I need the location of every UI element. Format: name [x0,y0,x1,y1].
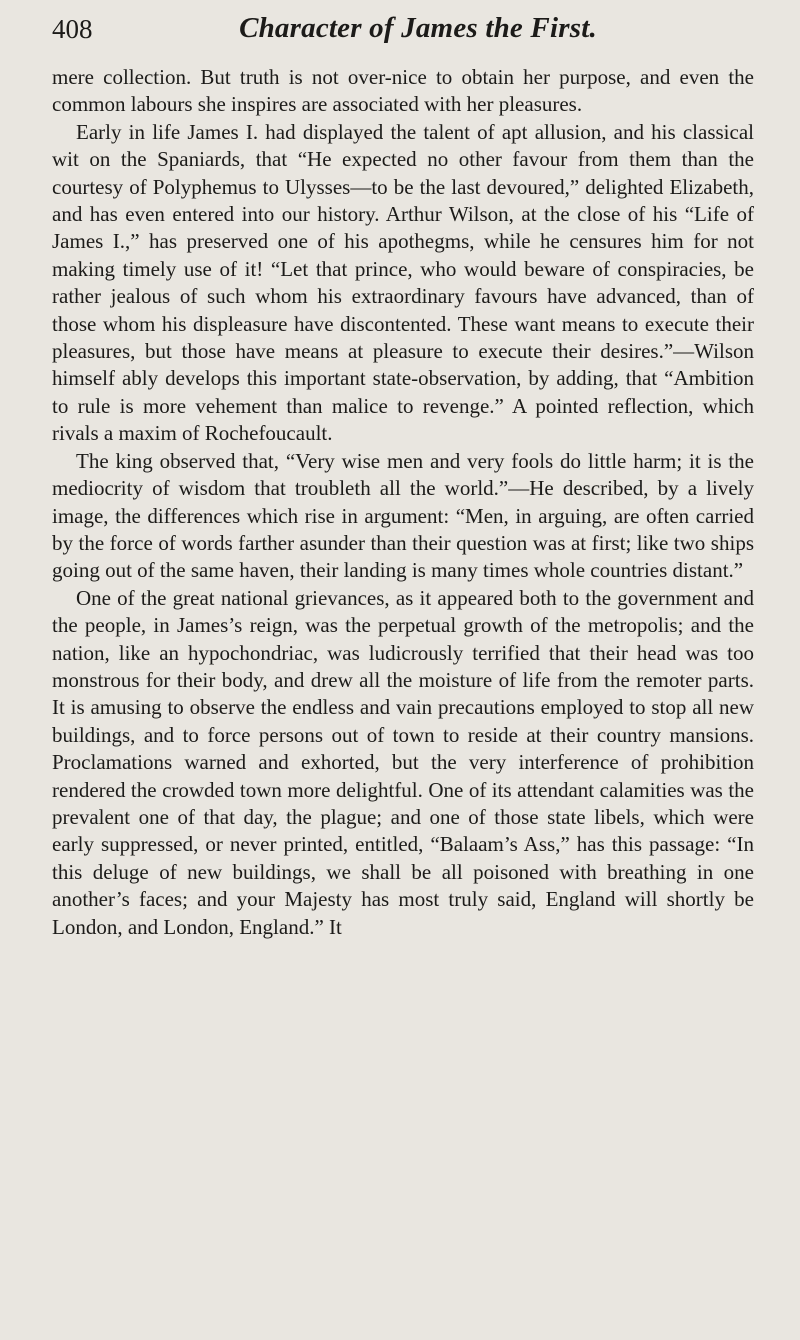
paragraph: The king observed that, “Very wise men and very fools do little harm; it is the mediocrity of wisdom that troubleth all the world.”—He described, by a lively image, the differences which rise in argument: “Men, in arguing, are often carried by the force of words farther asunder than their question was at first; like two ships going out of the same haven, their landing is many times whole countries distant.” [52,448,754,583]
page-header [52,8,754,52]
paragraph: One of the great national grievances, as it appeared both to the government and the people, in James’s reign, was the perpetual growth of the metropolis; and the nation, like an hypochondriac, was ludicrously terrified that their head was too monstrous for their body, and drew all the moisture of life from the remoter parts. It is amusing to observe the endless and vain precautions employed to stop all new buildings, and to force persons out of town to reside at their country mansions. Proclamations warned and exhorted, but the very interference of prohibition rendered the crowded town more delightful. One of its attendant calamities was the prevalent one of that day, the plague; and one of those state libels, which were early suppressed, or never printed, entitled, “Balaam’s Ass,” has this passage: “In this deluge of new buildings, we shall be all poisoned with breathing in one another’s faces; and your Majesty has most truly said, England will shortly be London, and London, England.” It [52,585,754,939]
paragraph: Early in life James I. had displayed the talent of apt allusion, and his classical wit on the Spaniards, that “He expected no other favour from them than the courtesy of Polyphemus to Ulysses—to be the last devoured,” delighted Elizabeth, and has even entered into our history. Arthur Wilson, at the close of his “Life of James I.,” has preserved one of his apothegms, while he censures him for not making timely use of it! “Let that prince, who would beware of conspiracies, be rather jealous of such whom his extraordinary favours have advanced, than of those whom his displeasure have discontented. These want means to execute their pleasures, but those have means at pleasure to execute their desires.”—Wilson himself ably develops this important state-observation, by adding, that “Ambition to rule is more vehement than malice to revenge.” A pointed reflection, which rivals a maxim of Rochefoucault. [52,119,754,446]
running-title: Character of James the First. [239,12,597,44]
body-text [52,64,754,941]
paragraph: mere collection. But truth is not over-nice to obtain her purpose, and even the common labours she inspires are associated with her pleasures. [52,65,754,117]
page-number: 408 [52,14,93,44]
